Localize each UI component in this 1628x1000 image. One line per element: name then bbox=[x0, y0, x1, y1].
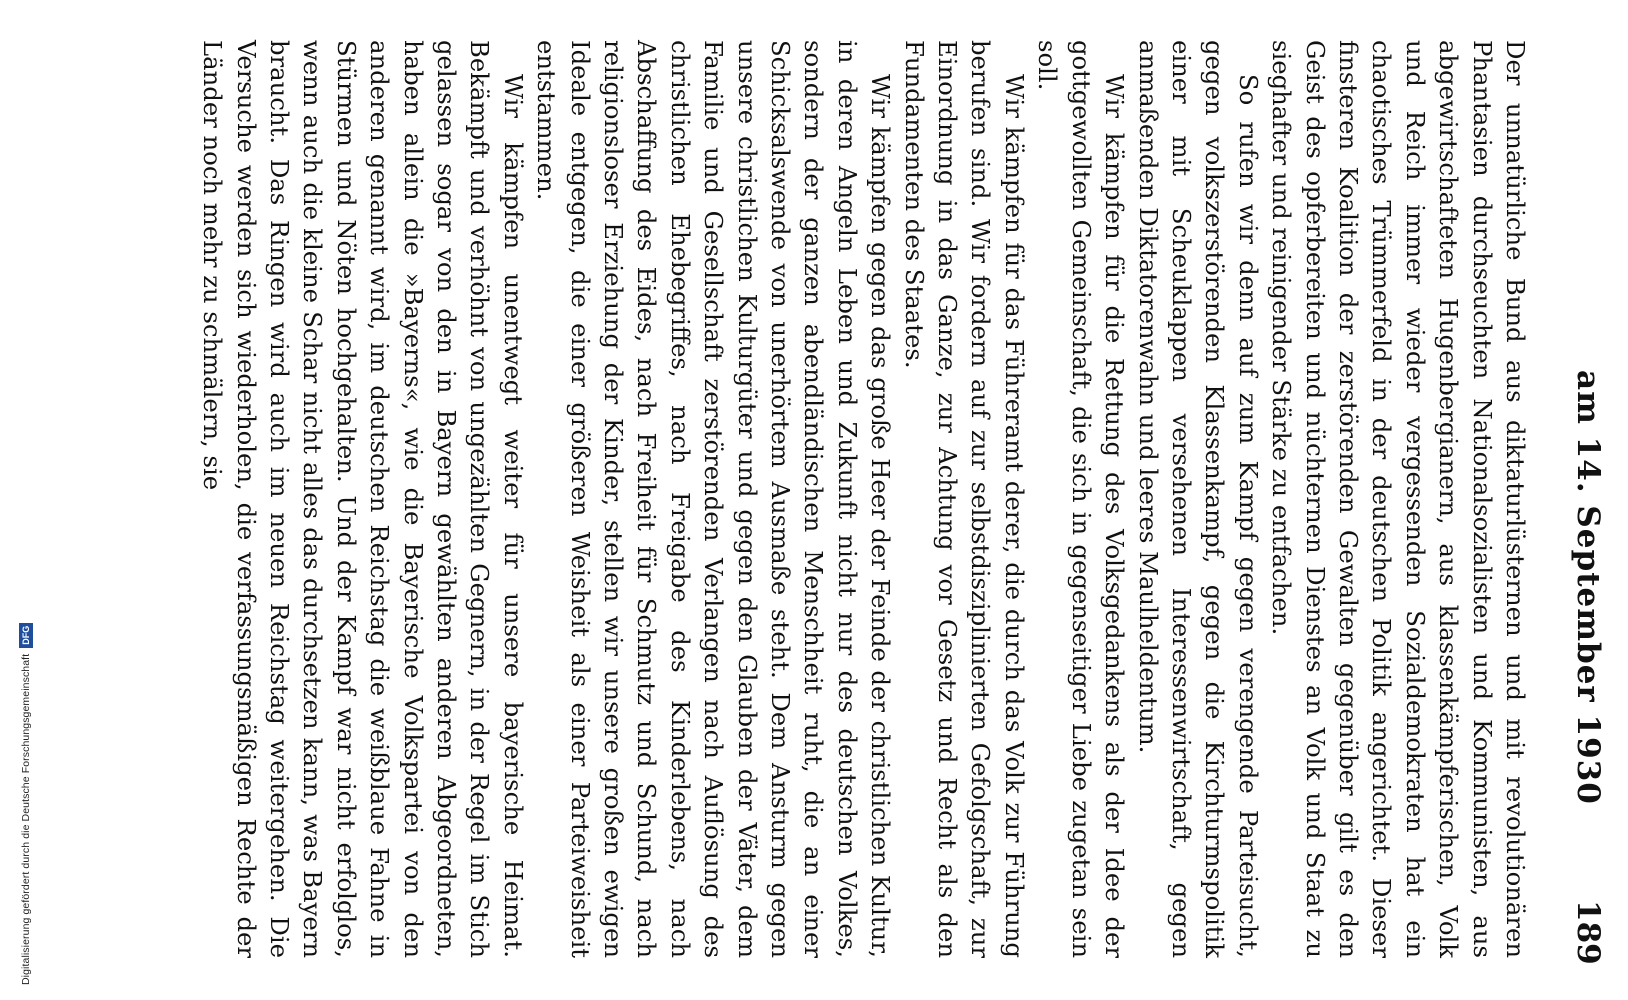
paragraph-volksgedanke: Wir kämpfen für die Rettung des Volksgedankens als der Idee der gottgewollten Gemeinschaft, die sich in gegenseitiger Liebe zugetan sein soll. bbox=[1033, 40, 1130, 958]
page-header bbox=[1546, 40, 1606, 965]
credit-text: Digitalisierung gefördert durch die Deutsche Forschungsgemeinschaft bbox=[20, 653, 32, 985]
paragraph-bavarian-homeland: Wir kämpfen unentwegt weiter für unsere bayerische Heimat. Bekämpft und verhöhnt von ungezählten Gegnern, in der Regel im Stich gelassen sogar von den in Bayern gewählten anderen Abgeordneten, haben allein die »Bayerns«, wie die Bayerische Volkspartei von den anderen genannt wird, im deutschen Reichstag die weißblaue Fahne in Stürmen und Nöten hochgehalten. Und der Kampf war nicht erfolglos, wenn auch die kleine Schar nicht alles das durchsetzen kann, was Bayern braucht. Das Ringen wird auch im neuen Reichstag weitergehen. Die Versuche werden sich wiederholen, die verfassungsmäßigen Rechte der Länder noch mehr zu schmälern, sie bbox=[198, 40, 528, 958]
dfg-logo-icon: DFG bbox=[19, 623, 33, 648]
paragraph-coalition: Der unnatürliche Bund aus diktaturlüsternen und mit revolutionären Phantasien durchseuchten Nationalsozialisten und Kommunisten, aus abgewirtschafteten Hugenbergianern, aus klassenkämpferischen, Volk und Reich immer wieder vergessenden Sozialdemokraten hat ein chaotisches Trümmerfeld in der deutschen Politik angerichtet. Dieser finsteren Koalition der zerstörenden Gewalten gegenüber gilt es den Geist des opferbereiten und nüchternen Dienstes an Volk und Staat zu sieghafter und reinigender Stärke zu entfachen. bbox=[1267, 40, 1530, 958]
digitization-credit bbox=[18, 385, 34, 985]
body-text bbox=[196, 40, 1532, 958]
paragraph-call-to-fight: So rufen wir denn auf zum Kampf gegen verengende Parteisucht, gegen volkszerstörenden Klassenkampf, gegen die Kirchturmspolitik einer mit Scheuklappen versehenen Interessenwirtschaft, gegen anmaßenden Diktatorenwahn und leeres Maulheldentum. bbox=[1133, 40, 1263, 958]
header-date: am 14. September 1930 bbox=[1570, 370, 1606, 805]
paragraph-christian-culture: Wir kämpfen gegen das große Heer der Feinde der christlichen Kultur, in deren Angeln Leben und Zukunft nicht nur des deutschen Volkes, sondern der ganzen abendländischen Menschheit ruht, die an einer Schicksalswende von unerhörtem Ausmaße steht. Dem Ansturm gegen unsere christlichen Kulturgüter und gegen den Glauben der Väter, dem Familie und Gesellschaft zerstörenden Verlangen nach Auflösung des christlichen Ehebegriffes, nach Freigabe des Kinderlebens, nach Abschaffung des Eides, nach Freiheit für Schmutz und Schund, nach religionsloser Erziehung der Kinder, stellen wir unsere großen ewigen Ideale entgegen, die einer größeren Weisheit als einer Parteiweisheit entstammen. bbox=[532, 40, 896, 958]
page-number: 189 bbox=[1570, 900, 1606, 965]
paragraph-fuehreramt: Wir kämpfen für das Führeramt derer, die durch das Volk zur Führung berufen sind. Wir fordern auf zur selbstdisziplinierten Gefolgschaft, zur Einordnung in das Ganze, zur Achtung vor Gesetz und Recht als den Fundamenten des Staates. bbox=[899, 40, 1029, 958]
